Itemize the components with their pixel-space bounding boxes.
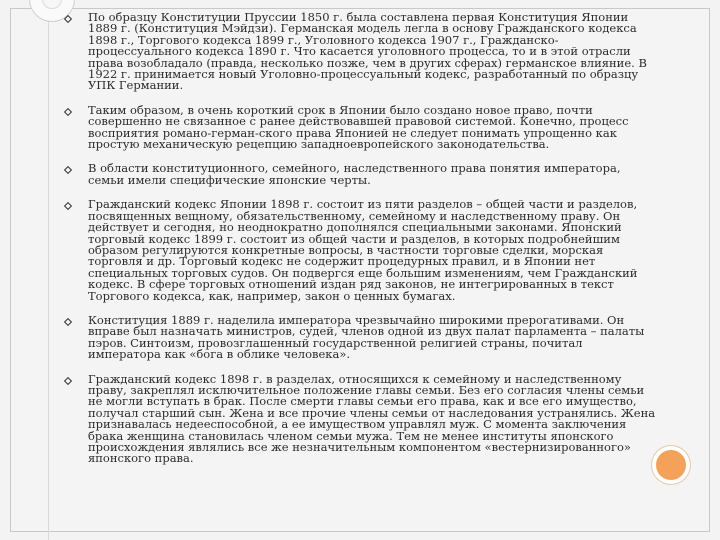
left-vertical-rule [48,0,49,540]
bullet-item-4 [58,199,658,302]
diamond-outline-icon [64,166,72,174]
bullet-text-1: По образцу Конституции Пруссии 1850 г. была составлена первая Конституция Японии 1889 г. (Конституция Мэйдзи). Германская модель легла в основу Гражданского кодекса 1898 г., Торгового кодекса 1899 г., Уголовного кодекса 1907 г., Гражданско-процессуального кодекса 1890 г. Что касается уголовного процесса, то и в этой отрасли права возобладало (правда, несколько позже, чем в других сферах) германское влияние. В 1922 г. принимается новый Уголовно-процессуальный кодекс, разработанный по образцу УПК Германии. [88,10,647,93]
bullet-item-2 [58,102,658,152]
bullet-text-5: Конституция 1889 г. наделила императора чрезвычайно широкими прерогативами. Он вправе был назначать министров, судей, членов одной из двух палат парламента – палаты пэров. Синтоизм, провозглашенный государственной религией страны, почитал императора как «бога в облике человека». [88,312,645,362]
bullet-item-1 [58,12,658,92]
bullet-text-6: Гражданский кодекс 1898 г. в разделах, относящихся к семейному и наследственному праву, закреплял исключительное положение главы семьи. Без его согласия члены семьи не могли вступать в брак. После смерти главы семьи его права, как и все его имущество, получал старший сын. Жена и все прочие члены семьи от наследования устранялись. Жена признавалась недееспособной, а ее имуществом управлял муж. С момента заключения брака женщина становилась членом семьи мужа. Тем не менее институты японского происхождения являлись все же незначительным компонентом «вестернизированного» японского права. [88,371,656,466]
diamond-outline-icon [64,377,72,385]
orange-accent-circle [656,450,686,480]
diamond-outline-icon [64,15,72,23]
diamond-outline-icon [64,318,72,326]
bullet-text-2: Таким образом, в очень короткий срок в Японии было создано новое право, почти совершенно не связанное с ранее действовавшей правовой системой. Конечно, процесс восприятия романо-герман-ского права Японией не следует понимать упрощенно как простую механическую рецепцию западноевропейского законодательства. [88,102,629,152]
bullet-list [58,12,658,465]
bullet-item-3 [58,163,658,186]
bullet-item-6 [58,371,658,466]
bullet-item-5 [58,312,658,362]
diamond-outline-icon [64,108,72,116]
bullet-text-3: В области конституционного, семейного, наследственного права понятия императора, семьи имели специфические японские черты. [88,161,621,187]
diamond-outline-icon [64,202,72,210]
bullet-text-4: Гражданский кодекс Японии 1898 г. состоит из пяти разделов – общей части и разделов, посвященных вещному, обязательственному, семейному и наследственному праву. Он действует и сегодня, но неоднократно дополнялся специальными законами. Японский торговый кодекс 1899 г. состоит из общей части и разделов, в которых подробнейшим образом регулируются конкретные вопросы, в частности торговые сделки, морская торговля и др. Торговый кодекс не содержит процедурных правил, и в Японии нет специальных торговых судов. Он подвергся еще большим изменениям, чем Гражданский кодекс. В сфере торговых отношений издан ряд законов, не интегрированных в текст Торгового кодекса, как, например, закон о ценных бумагах. [88,197,638,303]
